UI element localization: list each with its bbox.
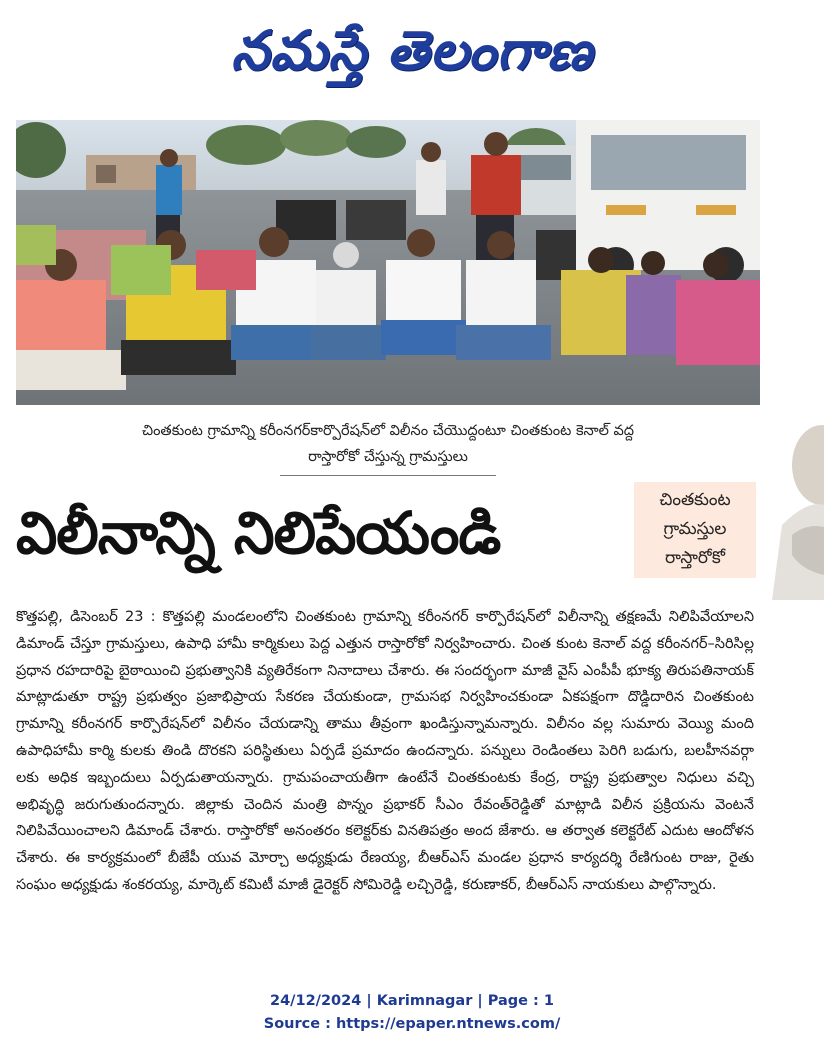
page-footer (0, 990, 824, 1036)
caption-line-2: రాస్తారోకో చేస్తున్న గ్రామస్తులు (308, 449, 468, 465)
subhead-box (634, 482, 756, 578)
photo-caption (16, 418, 760, 470)
subhead-line-2: గ్రామస్తుల (663, 519, 727, 539)
protest-photo (16, 120, 760, 405)
footer-date-edition: 24/12/2024 | Karimnagar | Page : 1 (270, 993, 554, 1009)
footer-source-link[interactable]: Source : https://epaper.ntnews.com/ (263, 1016, 561, 1032)
subhead-line-1: చింతకుంట (659, 490, 731, 510)
side-portrait (762, 405, 824, 600)
caption-divider (280, 475, 496, 476)
portrait-icon (762, 405, 824, 600)
headline: విలీనాన్ని నిలిపేయండి (16, 499, 501, 567)
article-body: కొత్తపల్లి, డిసెంబర్ 23 : కొత్తపల్లి మండలంలోని చింతకుంట గ్రామాన్ని కరీంనగర్ కార్పొరేషన్‌లో విలీనాన్ని తక్షణమే నిలిపివేయాలని డిమాండ్ చేస్తూ గ్రామస్తులు, ఉపాధి హామీ కార్మికులు పెద్ద ఎత్తున రాస్తారోకో నిర్వహించారు. చింత కుంట కెనాల్ వద్ద కరీంనగర్–సిరిసిల్ల ప్రధాన రహదారిపై బైఠాయించి ప్రభుత్వానికి వ్యతిరేకంగా నినాదాలు చేశారు. ఈ సందర్భంగా మాజీ వైస్ ఎంపీపీ భూక్య తిరుపతినాయక్ మాట్లాడుతూ రాష్ట్ర ప్రభుత్వం ప్రజాభిప్రాయ సేకరణ చేయకుండా, గ్రామసభ నిర్వహించకుండా ఏకపక్షంగా దొడ్డిదారిన చింతకుంట గ్రామాన్ని కరీంనగర్ కార్పొరేషన్‌లో విలీనం చేయడాన్ని తాము తీవ్రంగా ఖండిస్తున్నామన్నారు. విలీనం వల్ల సుమారు వెయ్యి మంది ఉపాధిహామీ కార్మి కులకు తిండి దొరకని పరిస్థితులు ఏర్పడే ప్రమాదం ఉందన్నారు. పన్నులు రెండింతలు పెరిగి బడుగు, బలహీనవర్గా లకు అధిక ఇబ్బందులు ఏర్పడుతాయన్నారు. గ్రామపంచాయతీగా ఉంటేనే చింతకుంటకు కేంద్ర, రాష్ట్ర ప్రభుత్వాల నిధులు వచ్చి అభివృద్ధి జరుగుతుందన్నారు. జిల్లాకు చెందిన మంత్రి పొన్నం ప్రభాకర్ సీఎం రేవంత్‌రెడ్డితో మాట్లాడి విలీన ప్రక్రియను వెంటనే నిలిపివేయించాలని డిమాండ్ చేశారు. రాస్తారోకో అనంతరం కలెక్టర్‌కు వినతిపత్రం అంద జేశారు. ఆ తర్వాత కలెక్టరేట్ ఎదుట ఆందోళన చేశారు. ఈ కార్యక్రమంలో బీజేపీ యువ మోర్చా అధ్యక్షుడు రేణయ్య, బీఆర్ఎస్ మండల ప్రధాన కార్యదర్శి రేణిగుంట రాజు, రైతు సంఘం అధ్యక్షుడు శంకరయ్య, మార్కెట్ కమిటీ మాజీ డైరెక్టర్ సోమిరెడ్డి లచ్చిరెడ్డి, కరుణాకర్, బీఆర్ఎస్ నాయకులు పాల్గొన్నారు. (16, 609, 754, 893)
protest-photo-icon (16, 120, 760, 405)
caption-line-1: చింతకుంట గ్రామాన్ని కరీంనగర్‌కార్పొరేషన్‌లో విలీనం చేయొద్దంటూ చింతకుంట కెనాల్ వద్ద (141, 423, 635, 439)
newspaper-logo: నమస్తే తెలంగాణ (231, 18, 593, 82)
masthead (0, 0, 824, 112)
subhead-line-3: రాస్తారోకో (664, 548, 726, 568)
